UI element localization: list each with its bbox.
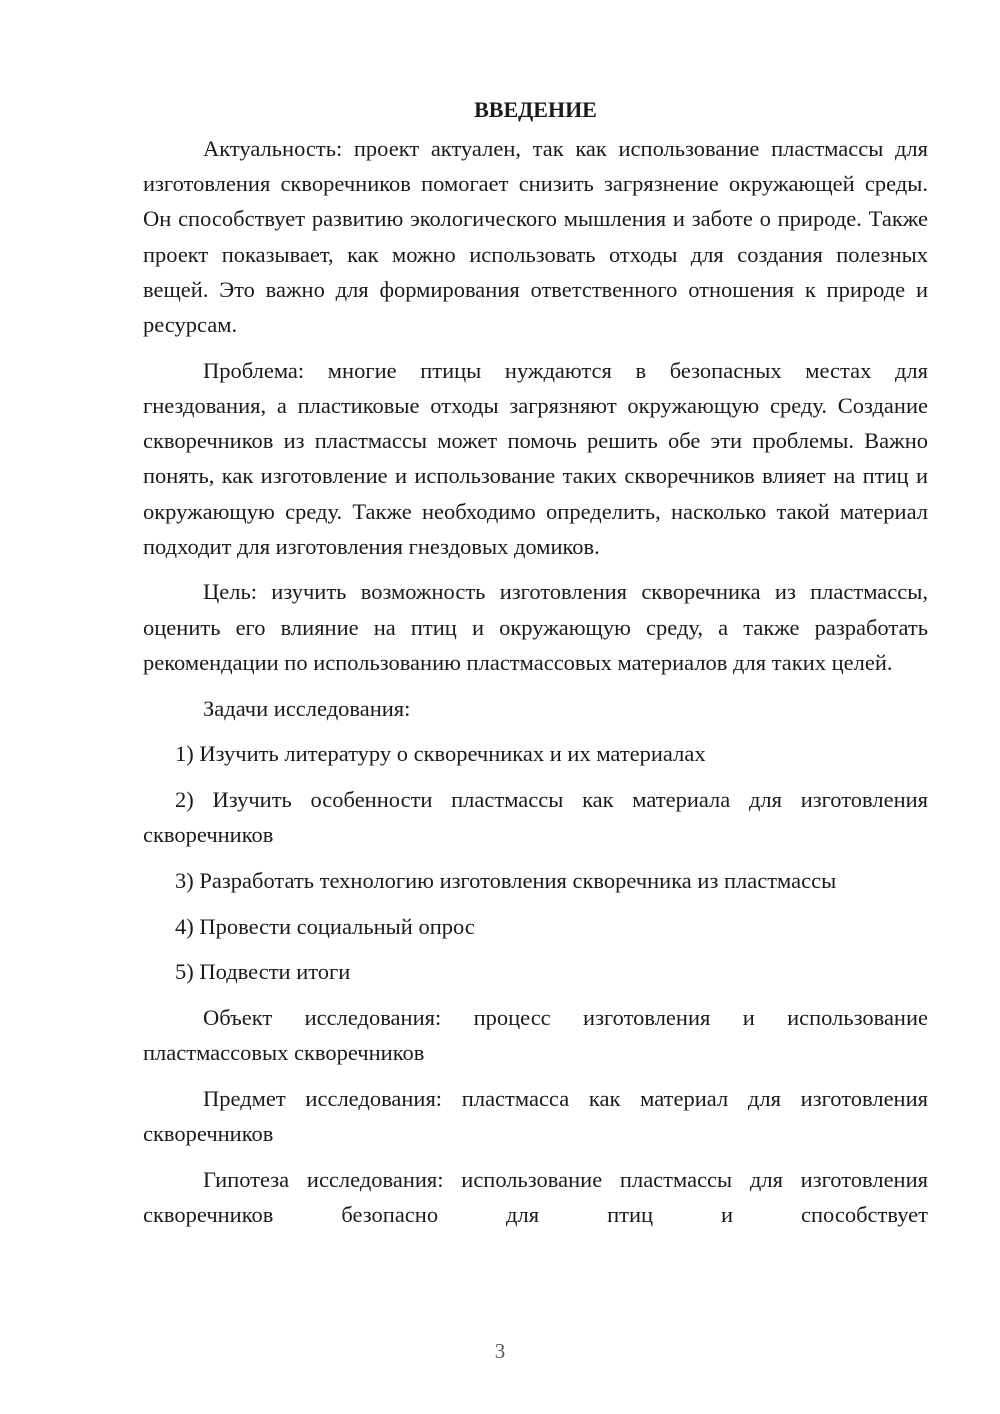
object-paragraph: Объект исследования: процесс изготовления и использование пластмассовых скворечников <box>143 1004 928 1066</box>
goal-paragraph: Цель: изучить возможность изготовления скворечника из пластмассы, оценить его влияние на птиц и окружающую среду, а также разработать рекомендации по использованию пластмассовых материалов для таких целей. <box>143 579 928 675</box>
task-item-4: 4) Провести социальный опрос <box>175 913 475 939</box>
relevance-paragraph: Актуальность: проект актуален, так как использование пластмассы для изготовления скворечников помогает снизить загрязнение окружающей среды. Он способствует развитию экологического мышления и заботе о природе. Также проект показывает, как можно использовать отходы для создания полезных вещей. Это важно для формирования ответственного отношения к природе и ресурсам. <box>143 136 928 338</box>
page-content <box>143 92 928 1243</box>
task-item-3: 3) Разработать технологию изготовления скворечника из пластмассы <box>175 867 837 893</box>
hypothesis-paragraph: Гипотеза исследования: использование пластмассы для изготовления скворечников безопасно для птиц и способствует <box>143 1166 928 1227</box>
task-item-5: 5) Подвести итоги <box>175 959 351 985</box>
subject-paragraph: Предмет исследования: пластмасса как материал для изготовления скворечников <box>143 1085 928 1147</box>
page-title: ВВЕДЕНИЕ <box>474 97 597 122</box>
page-number: 3 <box>494 1339 506 1363</box>
tasks-heading: Задачи исследования: <box>203 695 411 721</box>
task-item-2: 2) Изучить особенности пластмассы как материала для изготовления скворечников <box>143 786 928 848</box>
problem-paragraph: Проблема: многие птицы нуждаются в безопасных местах для гнездования, а пластиковые отходы загрязняют окружающую среду. Создание скворечников из пластмассы может помочь решить обе эти проблемы. Важно понять, как изготовление и использование таких скворечников влияет на птиц и окружающую среду. Также необходимо определить, насколько такой материал подходит для изготовления гнездовых домиков. <box>143 357 928 559</box>
task-item-1: 1) Изучить литературу о скворечниках и их материалах <box>175 741 706 767</box>
